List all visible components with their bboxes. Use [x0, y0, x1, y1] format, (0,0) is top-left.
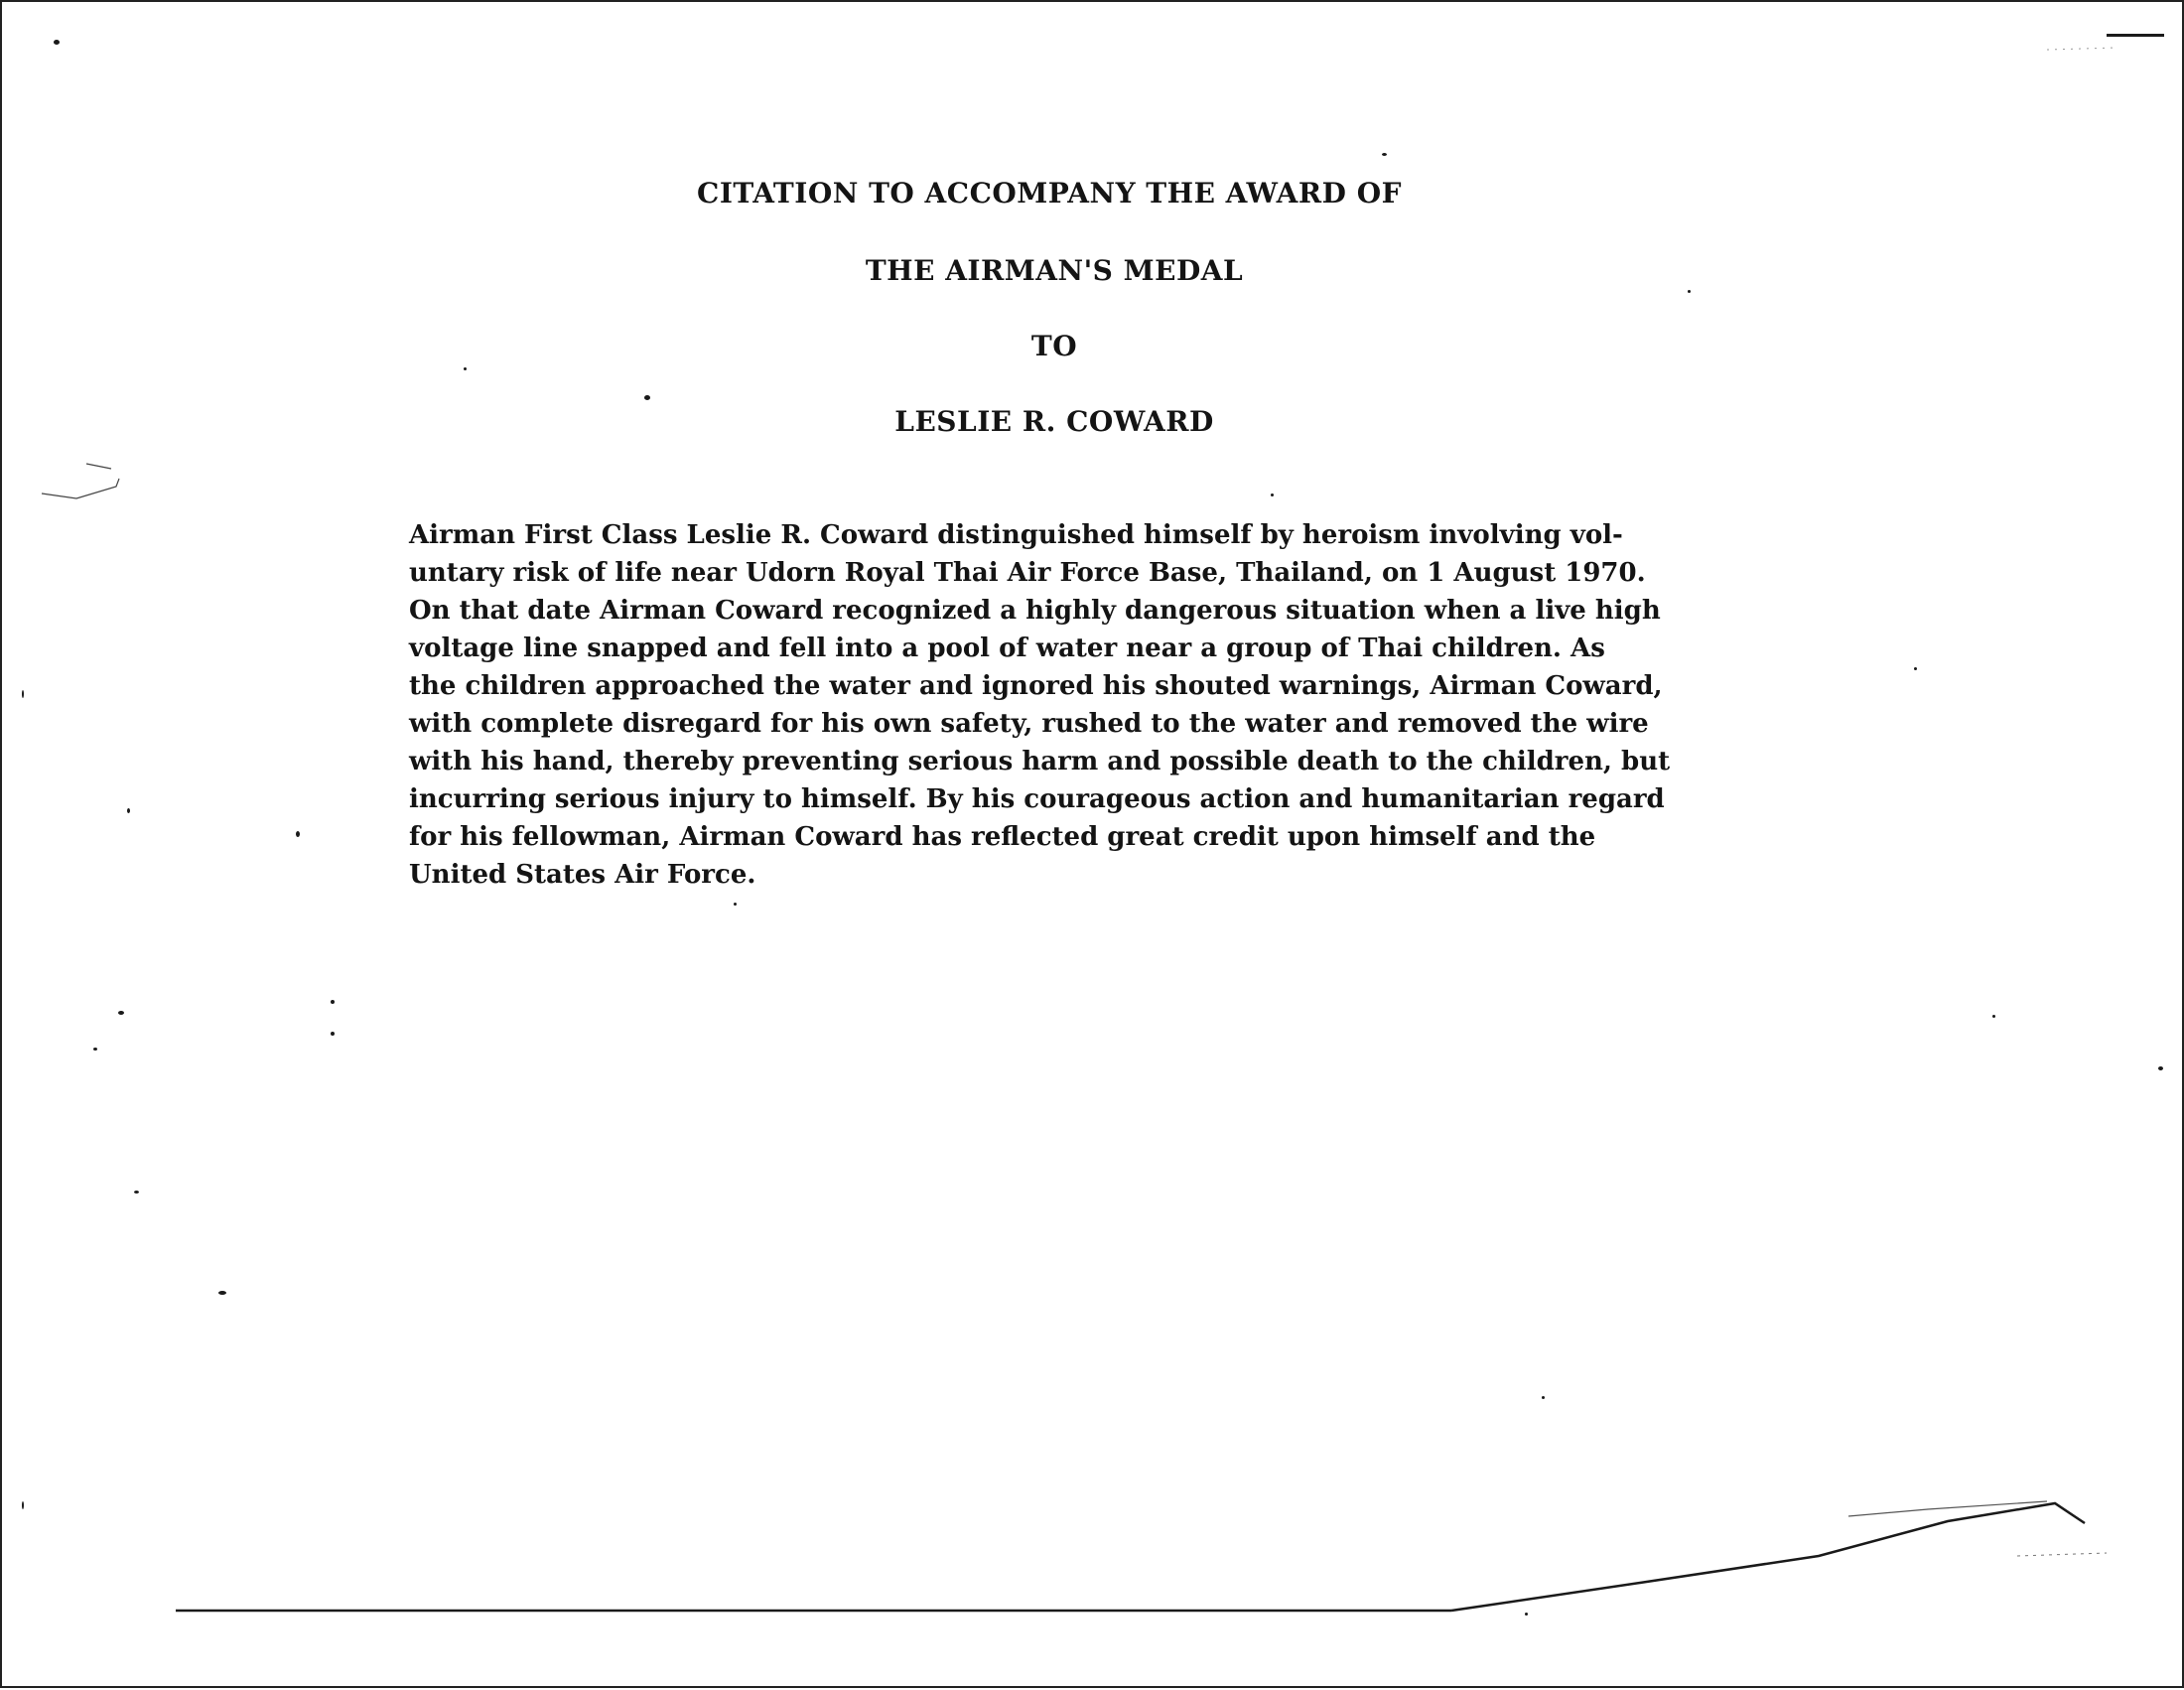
scan-speck: [134, 1191, 139, 1194]
corner-dash-mark: [2107, 34, 2164, 37]
citation-body-line: untary risk of life near Udorn Royal Thai Air Force Base, Thailand, on 1 August 1970.: [409, 558, 1646, 588]
scan-speck: [1688, 290, 1691, 293]
to-heading: TO: [1030, 330, 1078, 362]
scan-speck: [296, 831, 300, 837]
scan-speck: [93, 1048, 97, 1051]
citation-heading: CITATION TO ACCOMPANY THE AWARD OF: [697, 177, 1402, 210]
scan-speck: [1382, 153, 1387, 156]
scan-speck: [54, 40, 60, 45]
scan-speck: [1992, 1015, 1995, 1018]
scan-speck: [22, 690, 24, 698]
scan-speck: [1525, 1613, 1528, 1616]
scan-speck: [2158, 1066, 2163, 1070]
scan-speck: [22, 1501, 24, 1509]
recipient-name-heading: LESLIE R. COWARD: [894, 405, 1214, 438]
citation-body-line: the children approached the water and ignored his shouted warnings, Airman Coward,: [409, 671, 1663, 701]
scan-speck: [644, 395, 650, 400]
citation-body-line: Airman First Class Leslie R. Coward distinguished himself by heroism involving vol-: [409, 520, 1623, 550]
scan-speck: [1542, 1396, 1545, 1399]
scan-speck: [734, 903, 737, 906]
citation-body-line: incurring serious injury to himself. By his courageous action and humanitarian regard: [409, 784, 1665, 814]
scan-speck: [331, 1032, 335, 1036]
scan-speck: [331, 1000, 335, 1004]
citation-body-line: On that date Airman Coward recognized a highly dangerous situation when a live high: [409, 596, 1661, 626]
citation-body-line: United States Air Force.: [409, 860, 756, 890]
scan-speck: [1914, 667, 1917, 670]
scan-speck: [218, 1291, 226, 1295]
citation-body: [409, 516, 1715, 894]
award-name-heading: THE AIRMAN'S MEDAL: [865, 254, 1244, 287]
citation-body-line: for his fellowman, Airman Coward has reflected great credit upon himself and the: [409, 822, 1596, 852]
scan-speck: [118, 1011, 124, 1015]
citation-body-line: voltage line snapped and fell into a pool of water near a group of Thai children. As: [409, 634, 1605, 663]
scan-speck: [464, 367, 467, 370]
citation-body-line: with his hand, thereby preventing serious harm and possible death to the children, but: [409, 747, 1671, 776]
scan-speck: [1271, 493, 1274, 496]
scan-speck: [127, 808, 130, 813]
citation-body-line: with complete disregard for his own safety, rushed to the water and removed the wire: [409, 709, 1649, 739]
